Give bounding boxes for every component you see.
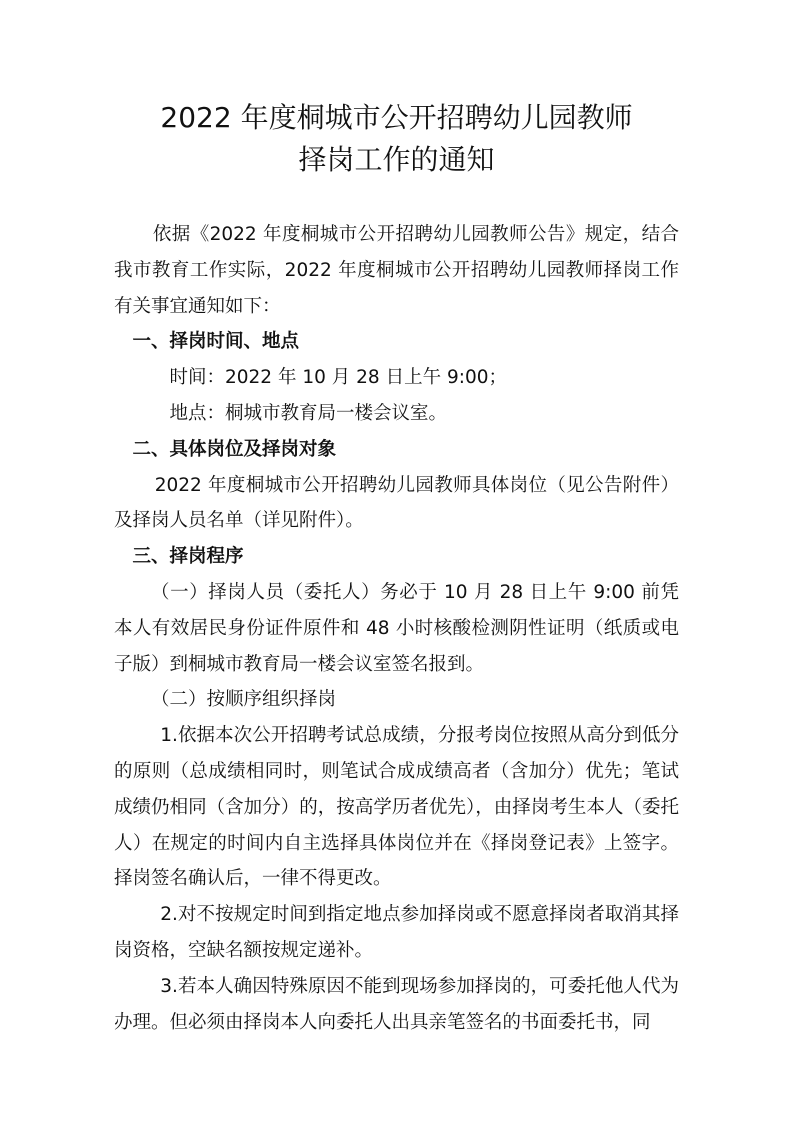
- section-1-place: 地点：桐城市教育局一楼会议室。: [169, 402, 448, 424]
- section-3-paragraph-2: （二）按顺序组织择岗: [151, 689, 337, 711]
- section-2-body: 2022 年度桐城市公开招聘幼儿园教师具体岗位（见公告附件）及择岗人员名单（详见附件）。: [114, 474, 679, 532]
- section-3-item-2: 2.对不按规定时间到指定地点参加择岗或不愿意择岗者取消其择岗资格，空缺名额按规定递补。: [114, 904, 679, 961]
- section-3-item-1: 1.依据本次公开招聘考试总成绩，分报考岗位按照从高分到低分的原则（总成绩相同时，则笔试合成成绩高者（含加分）优先；笔试成绩仍相同（含加分）的，按高学历者优先），由择岗考生本人（委托人）在规定的时间内自主选择具体岗位并在《择岗登记表》上签字。择岗签名确认后，一律不得更改。: [114, 725, 679, 890]
- section-3-heading: 三、择岗程序: [132, 546, 244, 568]
- title-line-2: 择岗工作的通知: [298, 143, 495, 176]
- section-1-time: 时间：2022 年 10 月 28 日上午 9:00；: [169, 367, 507, 389]
- section-3-item-3: 3.若本人确因特殊原因不能到现场参加择岗的，可委托他人代为办理。但必须由择岗本人向委托人出具亲笔签名的书面委托书，同: [114, 975, 679, 1033]
- section-3-paragraph-1: （一）择岗人员（委托人）务必于 10 月 28 日上午 9:00 前凭本人有效居民身份证件原件和 48 小时核酸检测阴性证明（纸质或电子版）到桐城市教育局一楼会议室签名报到。: [114, 581, 679, 675]
- title-line-1: 2022 年度桐城市公开招聘幼儿园教师: [160, 101, 633, 134]
- section-1-heading: 一、择岗时间、地点: [132, 331, 300, 353]
- intro-paragraph: 依据《2022 年度桐城市公开招聘幼儿园教师公告》规定，结合我市教育工作实际，2022 年度桐城市公开招聘幼儿园教师择岗工作有关事宜通知如下：: [114, 224, 679, 317]
- section-2-heading: 二、具体岗位及择岗对象: [132, 438, 337, 460]
